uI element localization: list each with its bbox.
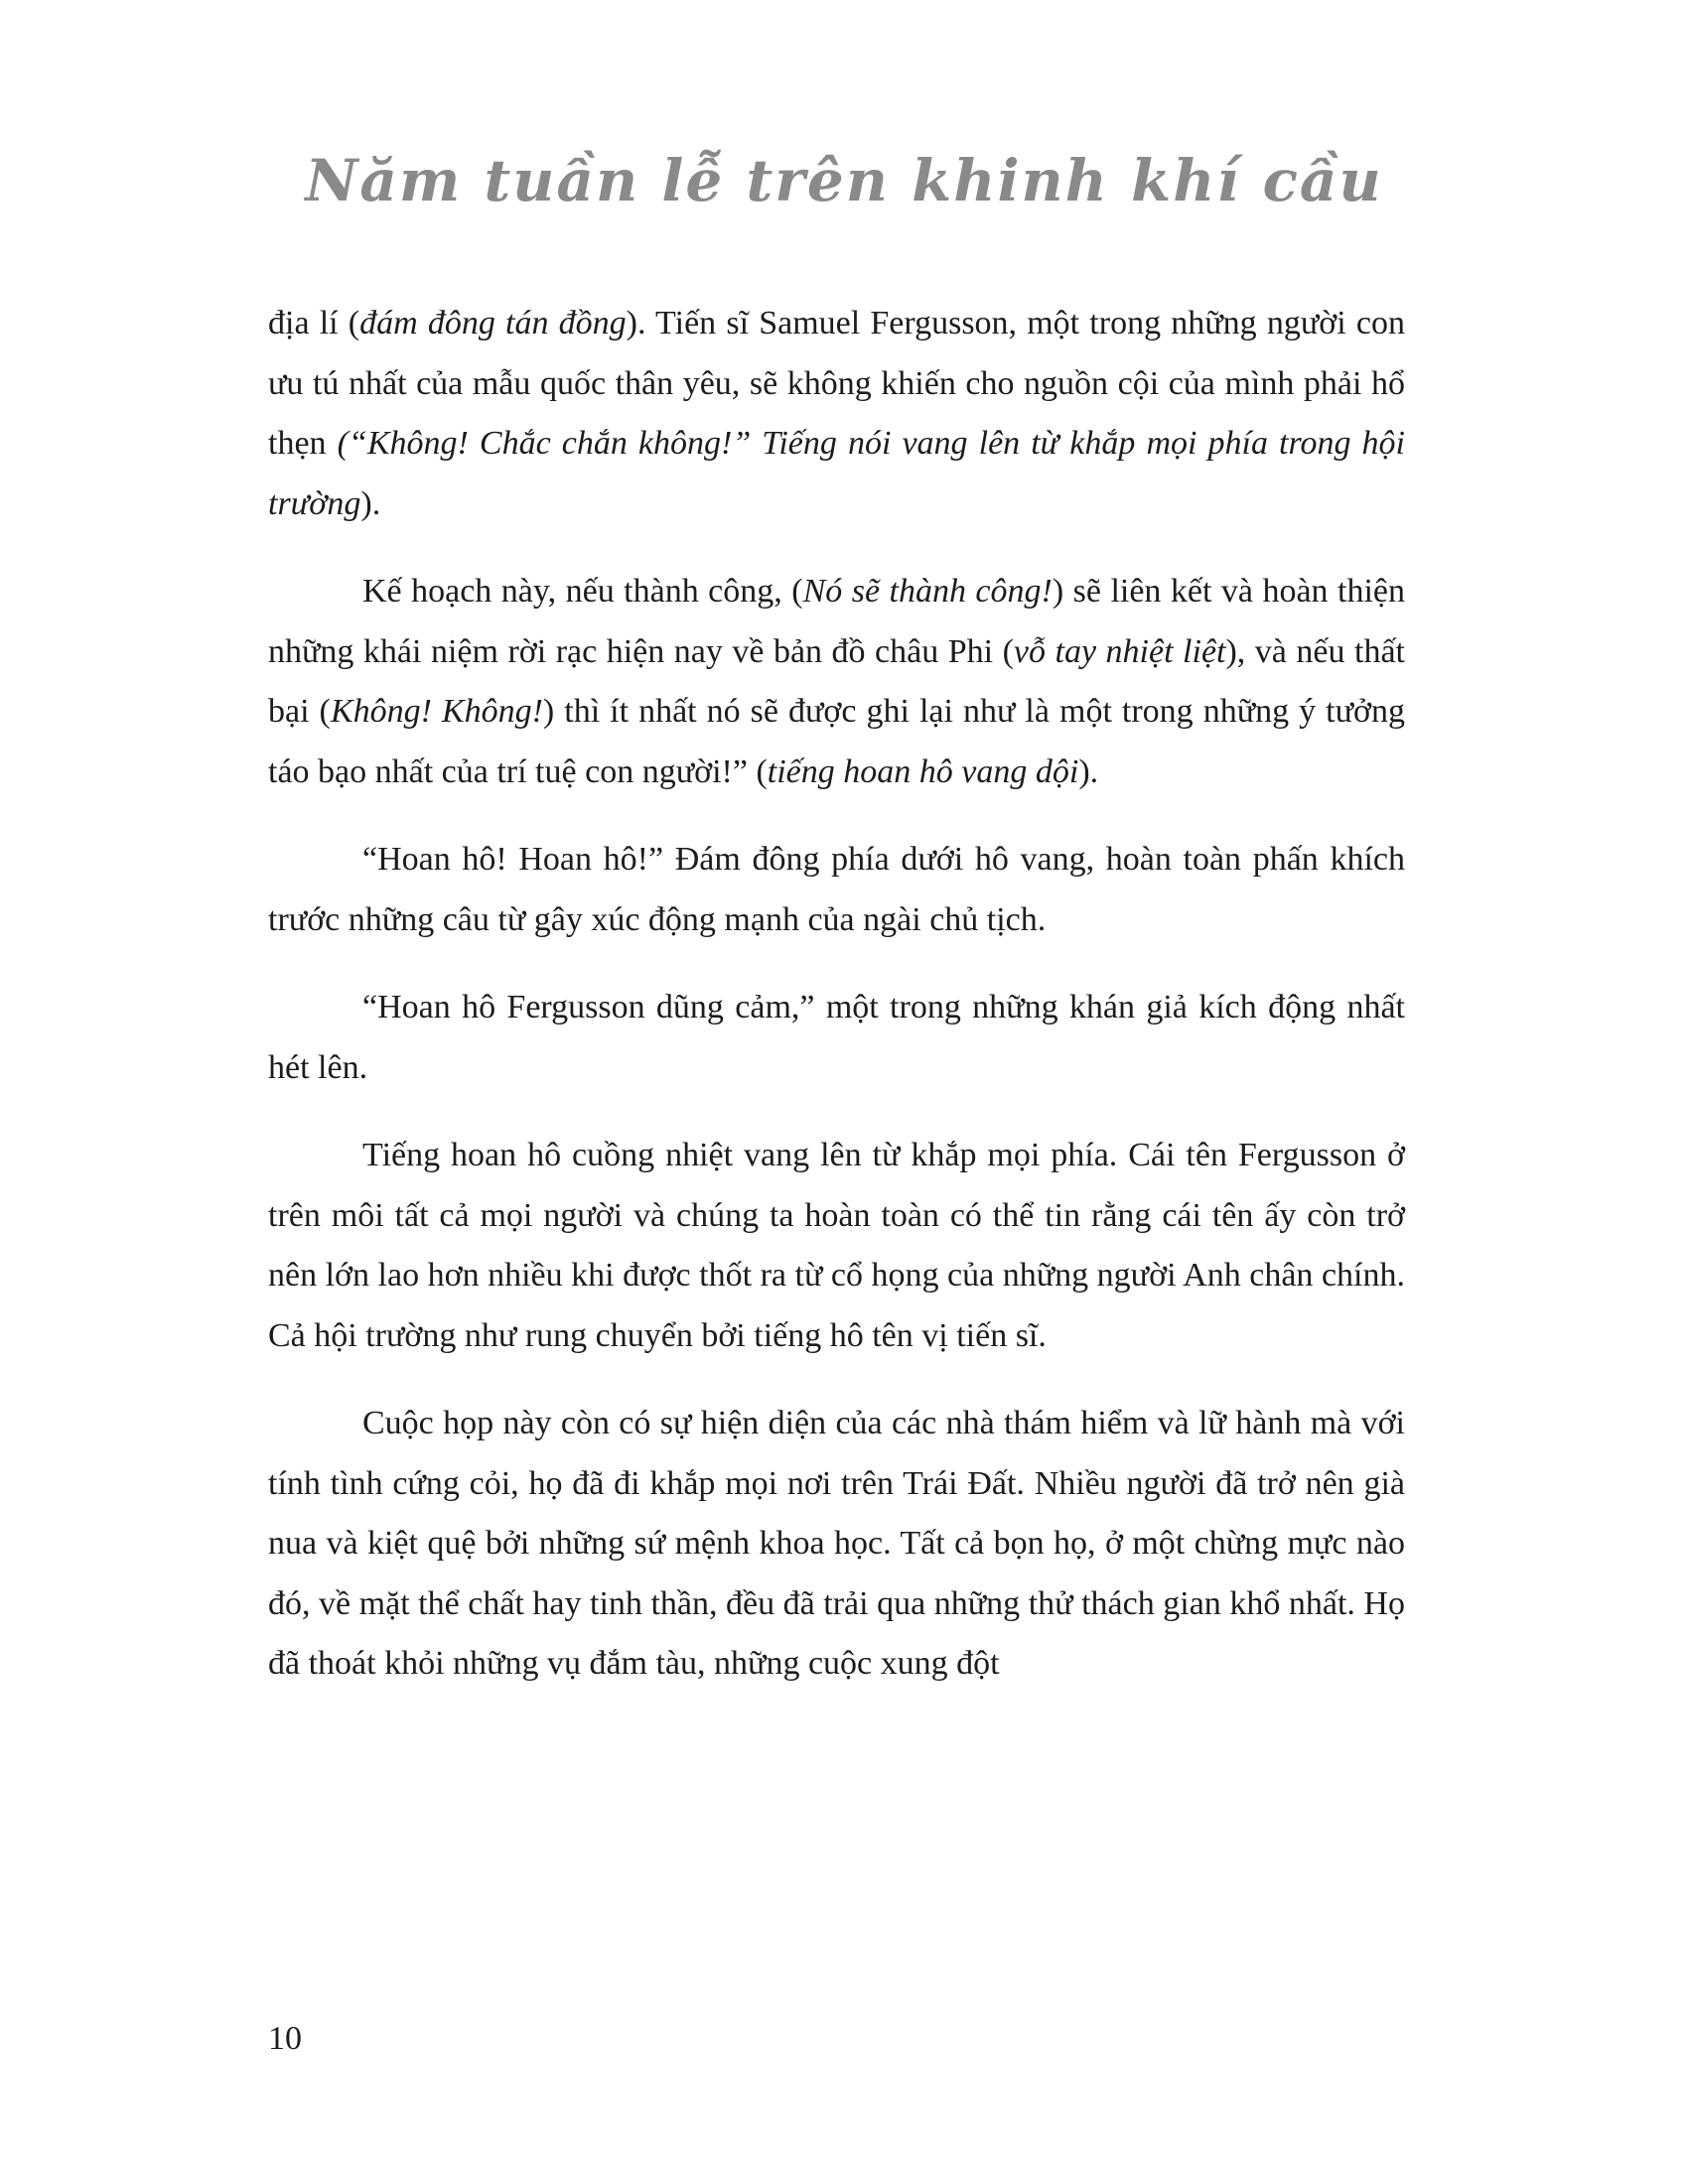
running-header-title: Năm tuần lễ trên khinh khí cầu — [305, 147, 1383, 214]
text-run: địa lí ( — [268, 305, 360, 341]
paragraph — [268, 1126, 1405, 1366]
paragraph — [268, 830, 1405, 950]
text-run: Tiếng hoan hô cuồng nhiệt vang lên từ khắp mọi phía. Cái tên Fergusson ở trên môi tất cả mọi người và chúng ta hoàn toàn có thể tin rằng cái tên ấy còn trở nên lớn lao hơn nhiều khi được thốt ra từ cổ họng của những người Anh chân chính. Cả hội trường như rung chuyển bởi tiếng hô tên vị tiến sĩ. — [268, 1137, 1405, 1354]
text-run: ) sẽ liên kết và hoàn thiện những khái niệm rời rạc hiện nay về bản đồ châu Phi ( — [268, 573, 1406, 670]
italic-run: Nó sẽ thành công! — [802, 573, 1053, 611]
paragraph — [268, 294, 1405, 534]
text-run: Cuộc họp này còn có sự hiện diện của các nhà thám hiểm và lữ hành mà với tính tình cứng cỏi, họ đã đi khắp mọi nơi trên Trái Đất. Nhiều người đã trở nên già nua và kiệt quệ bởi những sứ mệnh khoa học. Tất cả bọn họ, ở một chừng mực nào đó, về mặt thể chất hay tinh thần, đều đã trải qua những thử thách gian khổ nhất. Họ đã thoát khỏi những vụ đắm tàu, những cuộc xung đột — [268, 1405, 1405, 1683]
text-run: ). — [360, 484, 381, 522]
italic-run: Không! Không! — [330, 693, 543, 731]
paragraph — [268, 978, 1405, 1098]
italic-run: (“Không! Chắc chắn không!” Tiếng nói vang lên từ khắp mọi phía trong hội trường — [268, 425, 1405, 522]
page-number: 10 — [268, 2020, 302, 2057]
text-run: “Hoan hô Fergusson dũng cảm,” một trong những khán giả kích động nhất hét lên. — [268, 989, 1405, 1086]
paragraph — [268, 562, 1405, 802]
text-run: ). Tiến sĩ Samuel Fergusson, một trong những người con ưu tú nhất của mẫu quốc thân yêu, sẽ không khiến cho nguồn cội của mình phải hổ thẹn — [268, 305, 1405, 463]
text-run: ), và nếu thất bại ( — [268, 632, 1405, 731]
text-run: ). — [1078, 752, 1099, 790]
text-run: ) thì ít nhất nó sẽ được ghi lại như là một trong những ý tưởng táo bạo nhất của trí tuệ con người!” ( — [268, 693, 1406, 790]
italic-run: vỗ tay nhiệt liệt — [1013, 632, 1226, 670]
paragraph — [268, 1394, 1405, 1695]
text-run: Kế hoạch này, nếu thành công, ( — [362, 573, 803, 611]
italic-run: đám đông tán đồng — [359, 305, 627, 341]
text-run: “Hoan hô! Hoan hô!” Đám đông phía dưới hô vang, hoàn toàn phấn khích trước những câu từ gây xúc động mạnh của ngài chủ tịch. — [268, 841, 1405, 938]
body-text — [268, 294, 1405, 1722]
italic-run: tiếng hoan hô vang dội — [767, 752, 1079, 790]
